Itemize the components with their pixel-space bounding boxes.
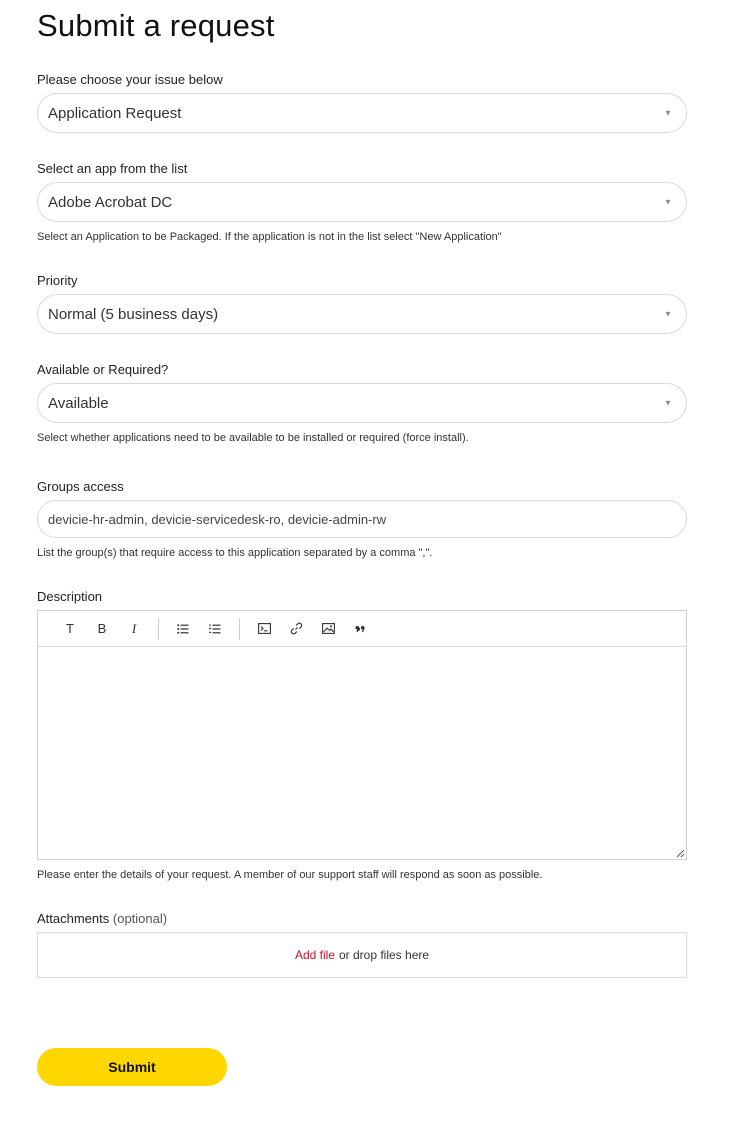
availability-hint: Select whether applications need to be available to be installed or required (force install). [37,432,469,444]
issue-select[interactable] [37,93,687,133]
editor-toolbar [38,611,686,647]
issue-select-value: Application Request [48,104,182,122]
numbered-list-icon [209,624,221,634]
priority-label: Priority [37,273,78,288]
chevron-down-icon: ▼ [664,108,672,118]
page-title: Submit a request [37,8,275,43]
issue-label: Please choose your issue below [37,72,223,87]
bullet-list-button[interactable] [167,617,199,641]
groups-label: Groups access [37,479,124,494]
description-label: Description [37,589,103,604]
bold-button[interactable]: B [97,621,107,636]
code-block-icon [258,623,271,634]
attachments-label-text: Attachments [37,911,110,926]
app-select-value: Adobe Acrobat DC [48,193,173,211]
image-button[interactable] [312,617,344,641]
quote-icon [355,625,366,633]
code-block-button[interactable] [248,617,280,641]
bullet-list-icon [177,624,189,634]
resize-handle-icon[interactable] [676,849,685,858]
priority-select-value: Normal (5 business days) [48,305,219,323]
attachments-label [37,911,167,926]
groups-input-value: devicie-hr-admin, devicie-servicedesk-ro, devicie-admin-rw [48,511,387,527]
chevron-down-icon: ▼ [664,309,672,319]
heading-button[interactable]: T [66,621,74,636]
italic-button[interactable]: I [131,620,137,636]
attachments-dropzone[interactable] [37,932,687,978]
link-button[interactable] [280,617,312,641]
quote-button[interactable] [344,617,376,641]
chevron-down-icon: ▼ [664,398,672,408]
submit-button[interactable]: Submit [37,1048,227,1086]
image-icon [322,623,335,634]
groups-hint: List the group(s) that require access to this application separated by a comma ",". [37,547,433,559]
chevron-down-icon: ▼ [664,197,672,207]
app-select[interactable] [37,182,687,222]
attachments-optional: (optional) [112,911,168,926]
toolbar-divider [239,618,240,640]
description-editor [37,610,687,860]
availability-select-value: Available [48,394,109,412]
groups-input[interactable] [37,500,687,538]
description-hint: Please enter the details of your request. A member of our support staff will respond as soon as possible. [37,869,543,881]
add-file-link[interactable]: Add file [294,948,335,962]
link-icon [290,622,303,635]
availability-label: Available or Required? [37,362,169,377]
priority-select[interactable] [37,294,687,334]
drop-files-text: or drop files here [338,948,430,962]
description-textarea[interactable] [38,647,686,859]
app-hint: Select an Application to be Packaged. If the application is not in the list select "New Application" [37,231,502,243]
availability-select[interactable] [37,383,687,423]
app-label: Select an app from the list [37,161,188,176]
numbered-list-button[interactable] [199,617,231,641]
toolbar-divider [158,618,159,640]
